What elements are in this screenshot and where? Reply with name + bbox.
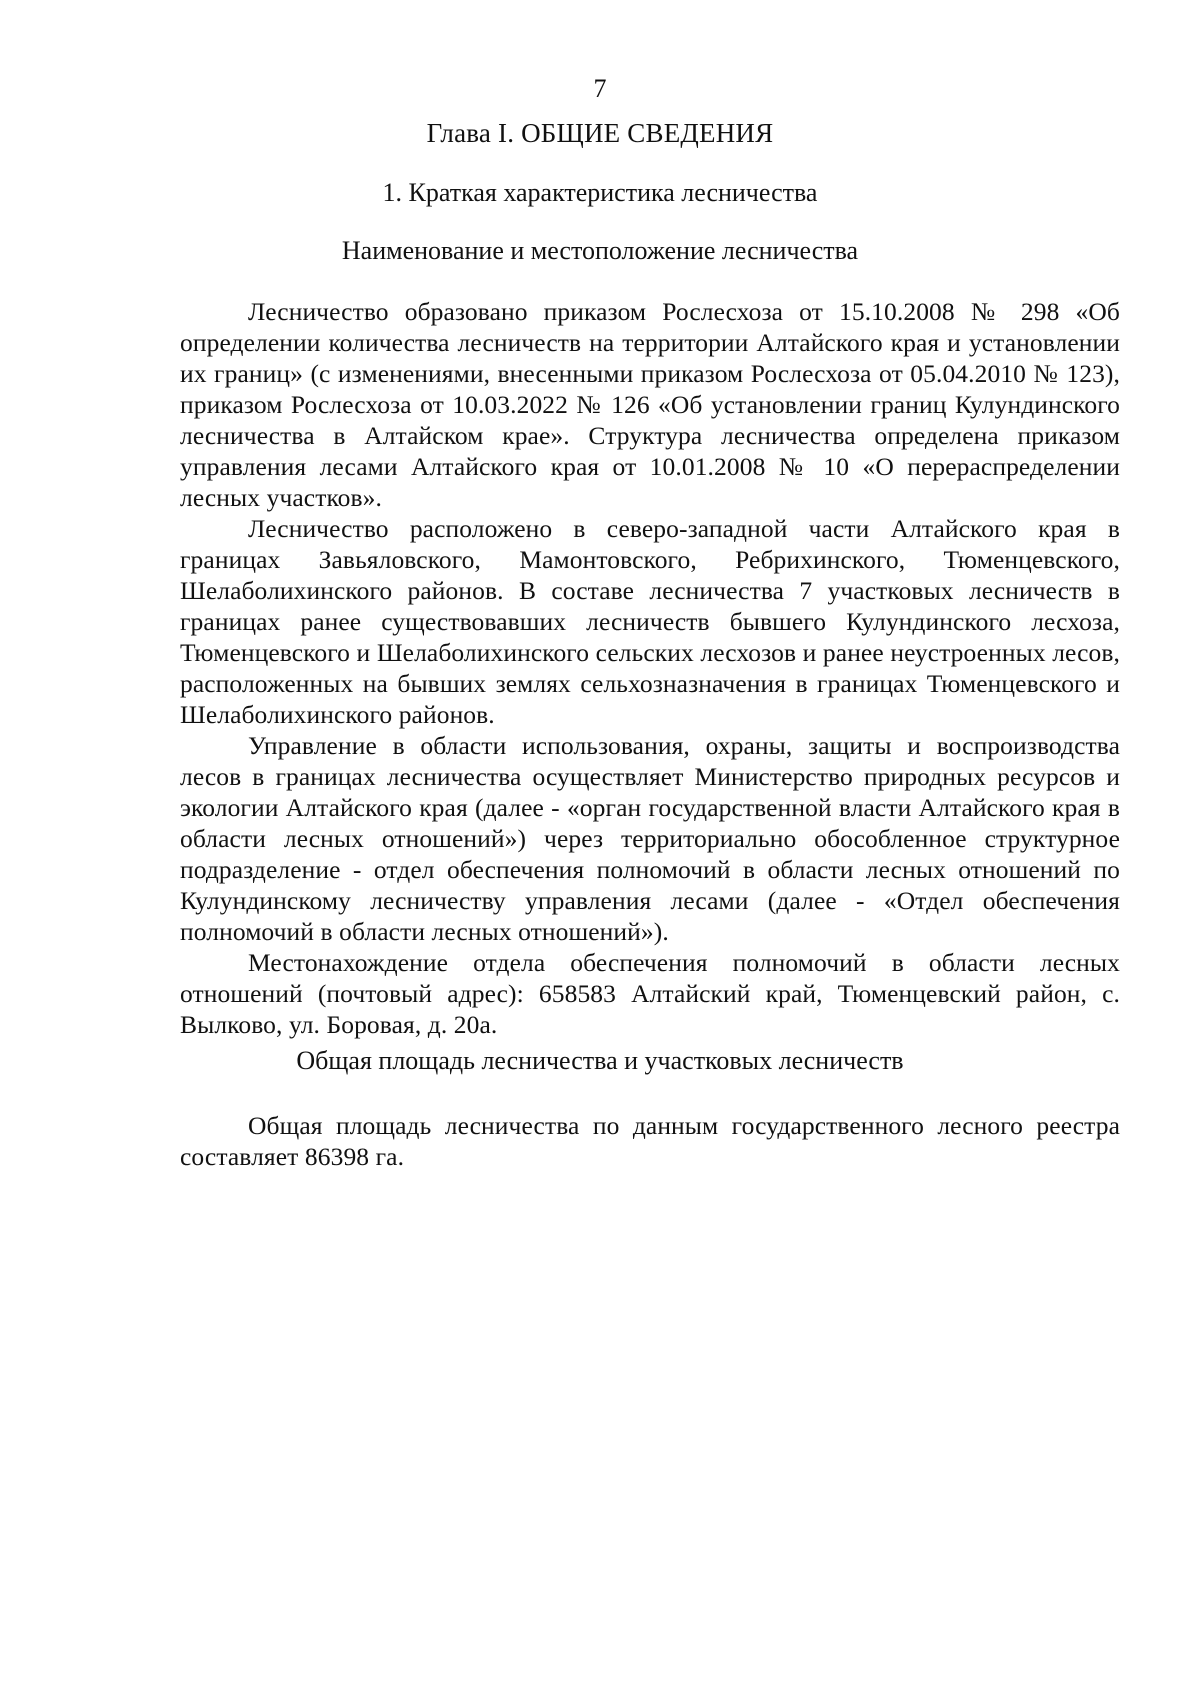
location-body [180, 296, 1120, 1040]
paragraph-total-area: Общая площадь лесничества по данным государственного лесного реестра составляет 86398 га. [180, 1111, 1120, 1171]
subsection-title-location: Наименование и местоположение лесничества [341, 236, 859, 265]
subsection-title-area: Общая площадь лесничества и участковых лесничеств [296, 1046, 904, 1075]
page-number: 7 [593, 74, 607, 103]
paragraph-address: Местонахождение отдела обеспечения полномочий в области лесных отношений (почтовый адрес): 658583 Алтайский край, Тюменцевский район, с. Вылково, ул. Боровая, д. 20а. [180, 948, 1120, 1039]
chapter-title: Глава I. ОБЩИЕ СВЕДЕНИЯ [426, 118, 774, 148]
paragraph-establishment: Лесничество образовано приказом Рослесхоза от 15.10.2008 № 298 «Об определении количества лесничеств на территории Алтайского края и установлении их границ» (с изменениями, внесенными приказом Рослесхоза от 05.04.2010 № 123), приказом Рослесхоза от 10.03.2022 № 126 «Об установлении границ Кулундинского лесничества в Алтайском крае». Структура лесничества определена приказом управления лесами Алтайского края от 10.01.2008 № 10 «О перераспределении лесных участков». [180, 297, 1120, 512]
paragraph-location: Лесничество расположено в северо-западной части Алтайского края в границах Завьяловского, Мамонтовского, Ребрихинского, Тюменцевского, Шелаболихинского районов. В составе лесничества 7 участковых лесничеств в границах ранее существовавших лесничеств бывшего Кулундинского лесхоза, Тюменцевского и Шелаболихинского сельских лесхозов и ранее неустроенных лесов, расположенных на бывших землях сельхозназначения в границах Тюменцевского и Шелаболихинского районов. [180, 514, 1120, 729]
section-title: 1. Краткая характеристика лесничества [382, 178, 818, 207]
area-body [180, 1110, 1120, 1172]
paragraph-management: Управление в области использования, охраны, защиты и воспроизводства лесов в границах лесничества осуществляет Министерство природных ресурсов и экологии Алтайского края (далее - «орган государственной власти Алтайского края в области лесных отношений») через территориально обособленное структурное подразделение - отдел обеспечения полномочий в области лесных отношений по Кулундинскому лесничеству управления лесами (далее - «Отдел обеспечения полномочий в области лесных отношений»). [180, 731, 1120, 946]
